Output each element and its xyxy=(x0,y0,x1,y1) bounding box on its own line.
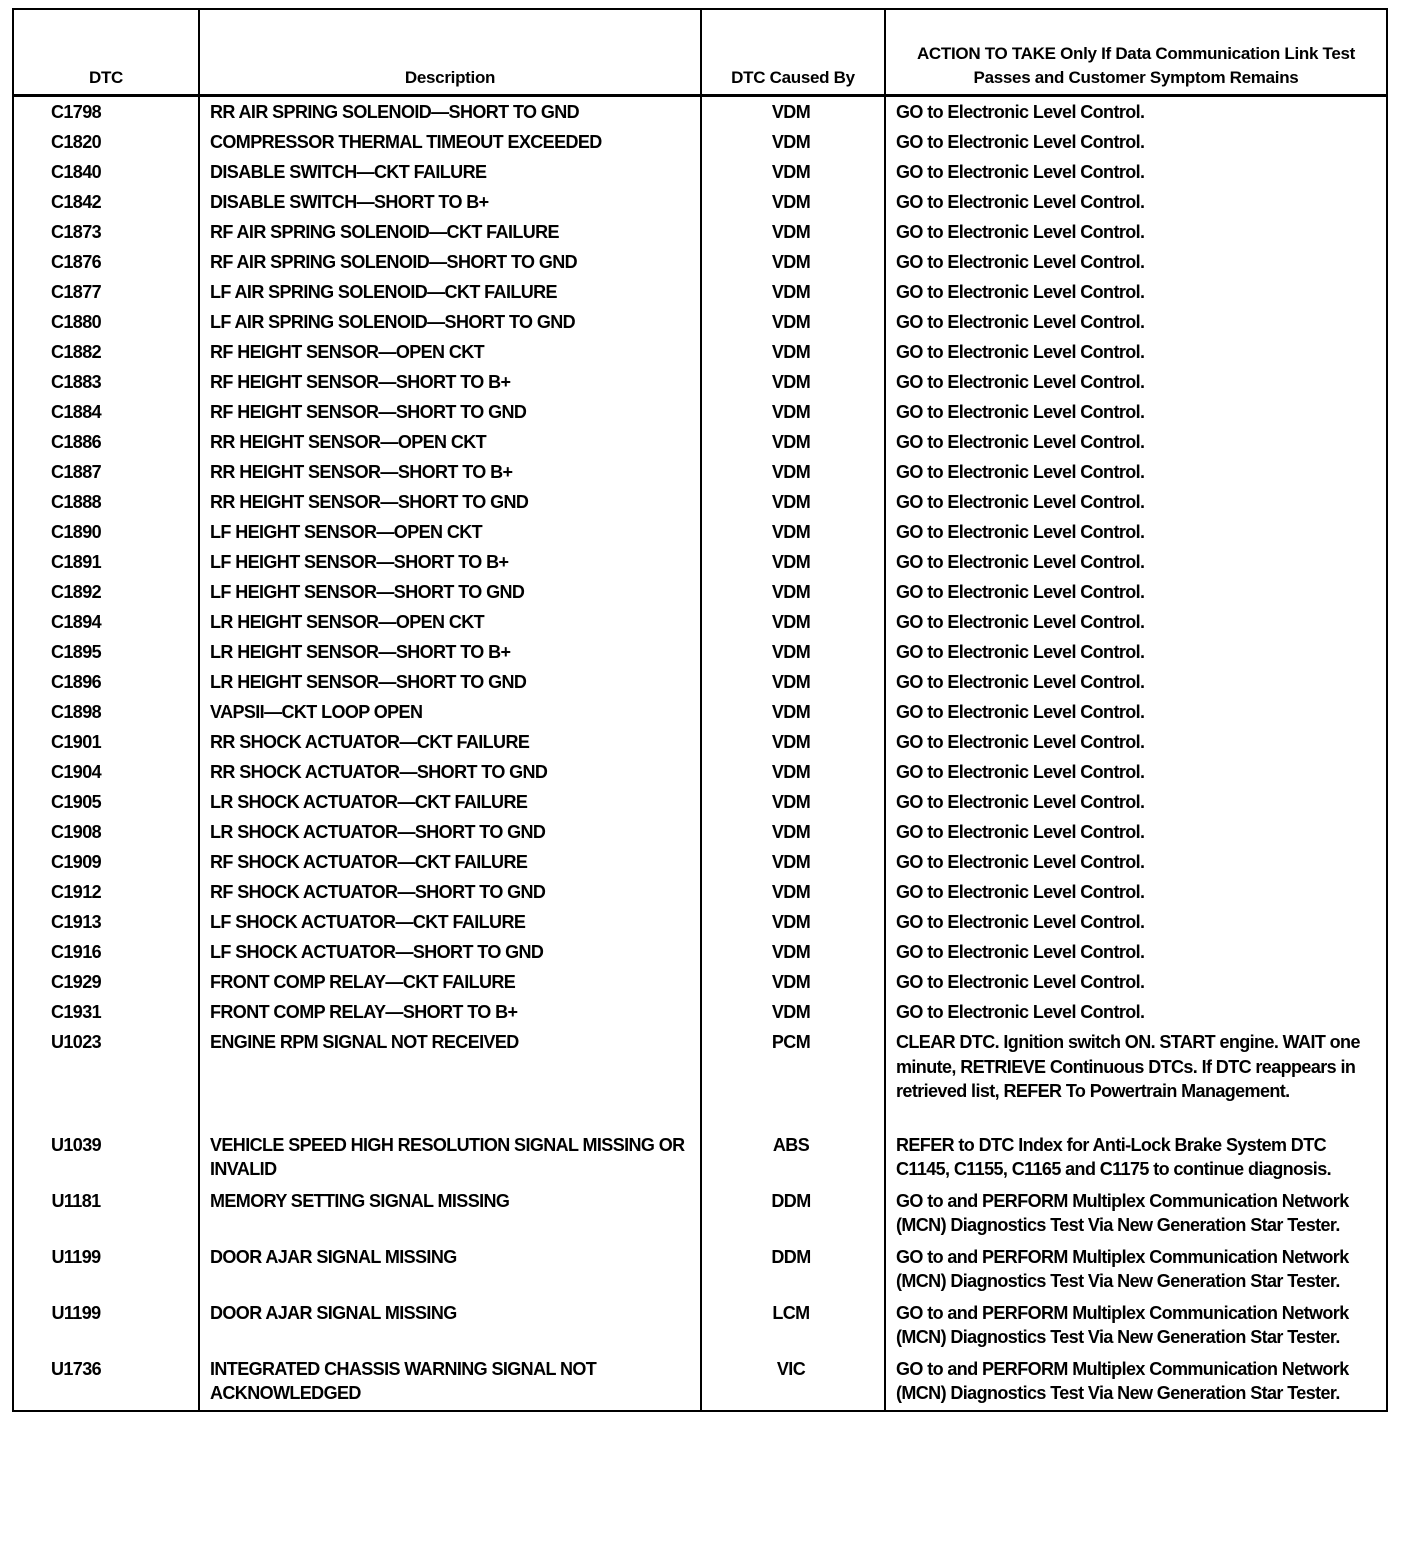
table-row xyxy=(13,757,1387,787)
dtc-code-cell: C1912 xyxy=(13,877,199,907)
table-row xyxy=(13,697,1387,727)
description-cell: RF HEIGHT SENSOR—SHORT TO GND xyxy=(199,397,701,427)
action-cell: GO to and PERFORM Multiplex Communication Network (MCN) Diagnostics Test Via New Generation Star Tester. xyxy=(885,1242,1387,1298)
action-cell: GO to Electronic Level Control. xyxy=(885,727,1387,757)
dtc-code-cell: C1909 xyxy=(13,847,199,877)
caused-by-cell: VDM xyxy=(701,697,885,727)
action-cell: GO to Electronic Level Control. xyxy=(885,217,1387,247)
table-row xyxy=(13,547,1387,577)
caused-by-cell: VDM xyxy=(701,727,885,757)
description-cell: LF SHOCK ACTUATOR—CKT FAILURE xyxy=(199,907,701,937)
description-cell: LF HEIGHT SENSOR—SHORT TO B+ xyxy=(199,547,701,577)
action-cell: GO to Electronic Level Control. xyxy=(885,337,1387,367)
table-row xyxy=(13,937,1387,967)
caused-by-cell: VDM xyxy=(701,487,885,517)
table-row xyxy=(13,1186,1387,1242)
table-row xyxy=(13,1298,1387,1354)
header-dtc: DTC xyxy=(13,9,199,96)
caused-by-cell: VDM xyxy=(701,577,885,607)
dtc-code-cell: U1181 xyxy=(13,1186,199,1242)
table-row xyxy=(13,127,1387,157)
dtc-code-cell: C1820 xyxy=(13,127,199,157)
table-row xyxy=(13,277,1387,307)
table-row xyxy=(13,667,1387,697)
description-cell: RF AIR SPRING SOLENOID—CKT FAILURE xyxy=(199,217,701,247)
table-row xyxy=(13,637,1387,667)
caused-by-cell: VDM xyxy=(701,427,885,457)
dtc-code-cell: C1913 xyxy=(13,907,199,937)
action-cell: GO to Electronic Level Control. xyxy=(885,547,1387,577)
caused-by-cell: VDM xyxy=(701,667,885,697)
description-cell: INTEGRATED CHASSIS WARNING SIGNAL NOT ACKNOWLEDGED xyxy=(199,1354,701,1411)
caused-by-cell: VIC xyxy=(701,1354,885,1411)
table-row xyxy=(13,787,1387,817)
action-cell: GO to Electronic Level Control. xyxy=(885,277,1387,307)
dtc-code-cell: C1896 xyxy=(13,667,199,697)
description-cell: DISABLE SWITCH—CKT FAILURE xyxy=(199,157,701,187)
table-row xyxy=(13,337,1387,367)
table-row xyxy=(13,1354,1387,1411)
table-row xyxy=(13,877,1387,907)
action-cell: GO to Electronic Level Control. xyxy=(885,817,1387,847)
description-cell: FRONT COMP RELAY—CKT FAILURE xyxy=(199,967,701,997)
caused-by-cell: VDM xyxy=(701,307,885,337)
description-cell: LF HEIGHT SENSOR—OPEN CKT xyxy=(199,517,701,547)
table-row xyxy=(13,427,1387,457)
description-cell: RF AIR SPRING SOLENOID—SHORT TO GND xyxy=(199,247,701,277)
description-cell: DOOR AJAR SIGNAL MISSING xyxy=(199,1298,701,1354)
header-action: ACTION TO TAKE Only If Data Communication Link Test Passes and Customer Symptom Remains xyxy=(885,9,1387,96)
dtc-code-cell: C1840 xyxy=(13,157,199,187)
dtc-code-cell: U1736 xyxy=(13,1354,199,1411)
header-description: Description xyxy=(199,9,701,96)
action-cell: REFER to DTC Index for Anti-Lock Brake System DTC C1145, C1155, C1165 and C1175 to continue diagnosis. xyxy=(885,1130,1387,1186)
action-cell: GO to Electronic Level Control. xyxy=(885,307,1387,337)
table-row xyxy=(13,907,1387,937)
dtc-code-cell: C1901 xyxy=(13,727,199,757)
caused-by-cell: VDM xyxy=(701,967,885,997)
caused-by-cell: VDM xyxy=(701,787,885,817)
table-row xyxy=(13,517,1387,547)
caused-by-cell: ABS xyxy=(701,1130,885,1186)
table-row xyxy=(13,1242,1387,1298)
table-row xyxy=(13,367,1387,397)
description-cell: LF AIR SPRING SOLENOID—SHORT TO GND xyxy=(199,307,701,337)
action-cell: GO to Electronic Level Control. xyxy=(885,427,1387,457)
action-cell: GO to Electronic Level Control. xyxy=(885,787,1387,817)
action-cell: GO to and PERFORM Multiplex Communication Network (MCN) Diagnostics Test Via New Generation Star Tester. xyxy=(885,1186,1387,1242)
dtc-code-cell: C1931 xyxy=(13,997,199,1027)
table-row xyxy=(13,847,1387,877)
description-cell: LF SHOCK ACTUATOR—SHORT TO GND xyxy=(199,937,701,967)
caused-by-cell: VDM xyxy=(701,457,885,487)
dtc-code-cell: C1877 xyxy=(13,277,199,307)
table-row xyxy=(13,607,1387,637)
description-cell: RF SHOCK ACTUATOR—CKT FAILURE xyxy=(199,847,701,877)
table-row xyxy=(13,96,1387,128)
dtc-code-cell: C1842 xyxy=(13,187,199,217)
table-row xyxy=(13,967,1387,997)
dtc-code-cell: C1895 xyxy=(13,637,199,667)
dtc-code-cell: C1905 xyxy=(13,787,199,817)
table-row xyxy=(13,727,1387,757)
description-cell: RR AIR SPRING SOLENOID—SHORT TO GND xyxy=(199,96,701,128)
caused-by-cell: VDM xyxy=(701,907,885,937)
dtc-code-cell: C1882 xyxy=(13,337,199,367)
action-cell: GO to and PERFORM Multiplex Communication Network (MCN) Diagnostics Test Via New Generation Star Tester. xyxy=(885,1354,1387,1411)
caused-by-cell: VDM xyxy=(701,517,885,547)
action-cell: GO to Electronic Level Control. xyxy=(885,637,1387,667)
action-cell: GO to and PERFORM Multiplex Communication Network (MCN) Diagnostics Test Via New Generation Star Tester. xyxy=(885,1298,1387,1354)
action-cell: GO to Electronic Level Control. xyxy=(885,96,1387,128)
caused-by-cell: VDM xyxy=(701,157,885,187)
caused-by-cell: DDM xyxy=(701,1186,885,1242)
dtc-code-cell: C1883 xyxy=(13,367,199,397)
description-cell: COMPRESSOR THERMAL TIMEOUT EXCEEDED xyxy=(199,127,701,157)
description-cell: LF AIR SPRING SOLENOID—CKT FAILURE xyxy=(199,277,701,307)
description-cell: RF HEIGHT SENSOR—OPEN CKT xyxy=(199,337,701,367)
caused-by-cell: VDM xyxy=(701,547,885,577)
caused-by-cell: VDM xyxy=(701,337,885,367)
caused-by-cell: VDM xyxy=(701,397,885,427)
caused-by-cell: VDM xyxy=(701,96,885,128)
action-cell: GO to Electronic Level Control. xyxy=(885,397,1387,427)
action-cell: GO to Electronic Level Control. xyxy=(885,367,1387,397)
caused-by-cell: VDM xyxy=(701,817,885,847)
caused-by-cell: VDM xyxy=(701,187,885,217)
action-cell: GO to Electronic Level Control. xyxy=(885,127,1387,157)
action-cell: GO to Electronic Level Control. xyxy=(885,607,1387,637)
caused-by-cell: VDM xyxy=(701,127,885,157)
action-cell: GO to Electronic Level Control. xyxy=(885,577,1387,607)
caused-by-cell: VDM xyxy=(701,247,885,277)
table-row xyxy=(13,577,1387,607)
dtc-code-cell: U1199 xyxy=(13,1242,199,1298)
description-cell: LR SHOCK ACTUATOR—CKT FAILURE xyxy=(199,787,701,817)
table-row xyxy=(13,997,1387,1027)
dtc-table xyxy=(12,8,1388,1412)
action-cell: GO to Electronic Level Control. xyxy=(885,157,1387,187)
description-cell: LR HEIGHT SENSOR—OPEN CKT xyxy=(199,607,701,637)
action-cell: GO to Electronic Level Control. xyxy=(885,967,1387,997)
description-cell: FRONT COMP RELAY—SHORT TO B+ xyxy=(199,997,701,1027)
table-row xyxy=(13,1027,1387,1130)
dtc-code-cell: C1904 xyxy=(13,757,199,787)
description-cell: RF SHOCK ACTUATOR—SHORT TO GND xyxy=(199,877,701,907)
table-row xyxy=(13,157,1387,187)
table-row xyxy=(13,487,1387,517)
table-row xyxy=(13,187,1387,217)
dtc-code-cell: C1908 xyxy=(13,817,199,847)
dtc-code-cell: C1890 xyxy=(13,517,199,547)
description-cell: RR HEIGHT SENSOR—OPEN CKT xyxy=(199,427,701,457)
action-cell: GO to Electronic Level Control. xyxy=(885,667,1387,697)
dtc-code-cell: C1880 xyxy=(13,307,199,337)
action-cell: GO to Electronic Level Control. xyxy=(885,877,1387,907)
caused-by-cell: VDM xyxy=(701,637,885,667)
table-row xyxy=(13,817,1387,847)
dtc-code-cell: C1887 xyxy=(13,457,199,487)
action-cell: GO to Electronic Level Control. xyxy=(885,997,1387,1027)
table-row xyxy=(13,217,1387,247)
description-cell: RR HEIGHT SENSOR—SHORT TO B+ xyxy=(199,457,701,487)
description-cell: RF HEIGHT SENSOR—SHORT TO B+ xyxy=(199,367,701,397)
table-row xyxy=(13,247,1387,277)
dtc-code-cell: C1916 xyxy=(13,937,199,967)
description-cell: LR HEIGHT SENSOR—SHORT TO GND xyxy=(199,667,701,697)
dtc-code-cell: C1888 xyxy=(13,487,199,517)
dtc-code-cell: C1892 xyxy=(13,577,199,607)
caused-by-cell: VDM xyxy=(701,757,885,787)
dtc-code-cell: C1798 xyxy=(13,96,199,128)
dtc-code-cell: U1023 xyxy=(13,1027,199,1130)
dtc-code-cell: C1891 xyxy=(13,547,199,577)
description-cell: VEHICLE SPEED HIGH RESOLUTION SIGNAL MISSING OR INVALID xyxy=(199,1130,701,1186)
action-cell: GO to Electronic Level Control. xyxy=(885,907,1387,937)
action-cell: GO to Electronic Level Control. xyxy=(885,187,1387,217)
caused-by-cell: DDM xyxy=(701,1242,885,1298)
dtc-code-cell: C1894 xyxy=(13,607,199,637)
caused-by-cell: VDM xyxy=(701,607,885,637)
action-cell: GO to Electronic Level Control. xyxy=(885,457,1387,487)
action-cell: GO to Electronic Level Control. xyxy=(885,937,1387,967)
caused-by-cell: VDM xyxy=(701,217,885,247)
header-row xyxy=(13,9,1387,96)
table-row xyxy=(13,457,1387,487)
caused-by-cell: VDM xyxy=(701,997,885,1027)
action-cell: GO to Electronic Level Control. xyxy=(885,247,1387,277)
description-cell: VAPSII—CKT LOOP OPEN xyxy=(199,697,701,727)
action-cell: GO to Electronic Level Control. xyxy=(885,517,1387,547)
table-row xyxy=(13,307,1387,337)
description-cell: DOOR AJAR SIGNAL MISSING xyxy=(199,1242,701,1298)
dtc-code-cell: U1199 xyxy=(13,1298,199,1354)
dtc-code-cell: U1039 xyxy=(13,1130,199,1186)
table-row xyxy=(13,1130,1387,1186)
action-cell: GO to Electronic Level Control. xyxy=(885,697,1387,727)
description-cell: RR SHOCK ACTUATOR—CKT FAILURE xyxy=(199,727,701,757)
dtc-code-cell: C1886 xyxy=(13,427,199,457)
caused-by-cell: VDM xyxy=(701,277,885,307)
description-cell: RR SHOCK ACTUATOR—SHORT TO GND xyxy=(199,757,701,787)
dtc-code-cell: C1876 xyxy=(13,247,199,277)
table-row xyxy=(13,397,1387,427)
caused-by-cell: VDM xyxy=(701,847,885,877)
description-cell: RR HEIGHT SENSOR—SHORT TO GND xyxy=(199,487,701,517)
dtc-code-cell: C1873 xyxy=(13,217,199,247)
description-cell: DISABLE SWITCH—SHORT TO B+ xyxy=(199,187,701,217)
dtc-code-cell: C1929 xyxy=(13,967,199,997)
caused-by-cell: PCM xyxy=(701,1027,885,1130)
caused-by-cell: LCM xyxy=(701,1298,885,1354)
description-cell: ENGINE RPM SIGNAL NOT RECEIVED xyxy=(199,1027,701,1130)
dtc-code-cell: C1898 xyxy=(13,697,199,727)
action-cell: GO to Electronic Level Control. xyxy=(885,487,1387,517)
action-cell: GO to Electronic Level Control. xyxy=(885,757,1387,787)
header-caused-by: DTC Caused By xyxy=(701,9,885,96)
description-cell: LR HEIGHT SENSOR—SHORT TO B+ xyxy=(199,637,701,667)
action-cell: CLEAR DTC. Ignition switch ON. START engine. WAIT one minute, RETRIEVE Continuous DTCs. If DTC reappears in retrieved list, REFER To Powertrain Management. xyxy=(885,1027,1387,1130)
caused-by-cell: VDM xyxy=(701,367,885,397)
dtc-code-cell: C1884 xyxy=(13,397,199,427)
table-body xyxy=(13,96,1387,1411)
description-cell: MEMORY SETTING SIGNAL MISSING xyxy=(199,1186,701,1242)
action-cell: GO to Electronic Level Control. xyxy=(885,847,1387,877)
description-cell: LF HEIGHT SENSOR—SHORT TO GND xyxy=(199,577,701,607)
description-cell: LR SHOCK ACTUATOR—SHORT TO GND xyxy=(199,817,701,847)
caused-by-cell: VDM xyxy=(701,937,885,967)
caused-by-cell: VDM xyxy=(701,877,885,907)
